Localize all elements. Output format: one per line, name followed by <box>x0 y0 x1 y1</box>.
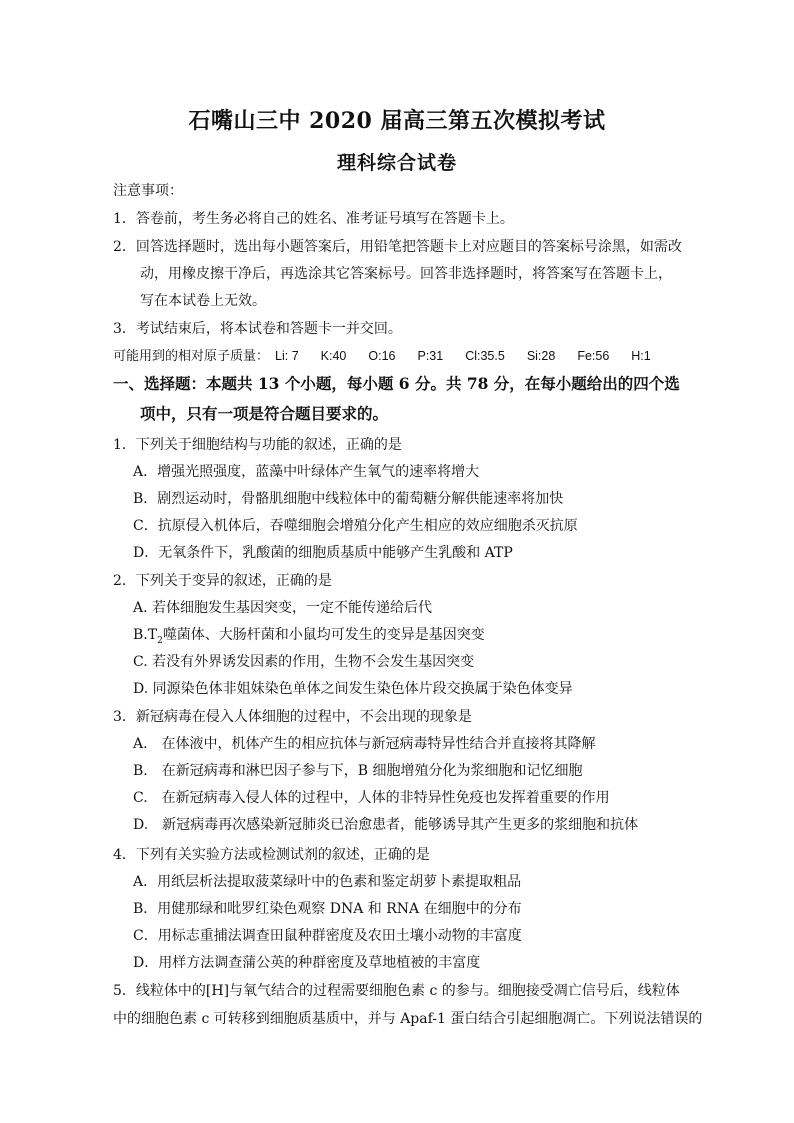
subscript: 2 <box>157 635 163 646</box>
option: B．剧烈运动时，骨骼肌细胞中线粒体中的葡萄糖分解供能速率将加快 <box>133 491 564 507</box>
atomic-mass: Si:28 <box>526 349 556 363</box>
atomic-mass: Li: 7 <box>275 349 299 363</box>
note-item: 3．考试结束后，将本试卷和答题卡一并交回。 <box>113 321 402 337</box>
section-heading-continued: 项中，只有一项是符合题目要求的。 <box>140 404 389 423</box>
note-item: 2．回答选择题时，选出每小题答案后，用铅笔把答题卡上对应题目的答案标号涂黑，如需改 <box>113 239 682 255</box>
option-b-prefix: B.T <box>133 627 158 643</box>
option: D．用样方法调查蒲公英的种群密度及草地植被的丰富度 <box>133 955 481 971</box>
option: A. 在体液中，机体产生的相应抗体与新冠病毒特异性结合并直接将其降解 <box>133 736 596 752</box>
note-item-continued: 动，用橡皮擦干净后，再选涂其它答案标号。回答非选择题时，将答案写在答题卡上， <box>140 266 672 282</box>
question-stem-continued: 中的细胞色素 c 可转移到细胞质基质中，并与 Apaf-1 蛋白结合引起细胞凋亡。下列说法错误的 <box>113 1011 703 1027</box>
option: C．抗原侵入机体后，吞噬细胞会增殖分化产生相应的效应细胞杀灭抗原 <box>133 518 578 534</box>
atomic-mass: H:1 <box>631 349 651 363</box>
atomic-mass: Cl:35.5 <box>465 349 505 363</box>
section-heading: 一、选择题：本题共 13 个小题，每小题 6 分。共 78 分，在每小题给出的四个选 <box>113 374 680 393</box>
question-stem: 4．下列有关实验方法或检测试剂的叙述，正确的是 <box>113 847 430 863</box>
option: A．增强光照强度，蓝藻中叶绿体产生氧气的速率将增大 <box>133 464 480 480</box>
note-item-continued: 写在本试卷上无效。 <box>140 293 266 309</box>
atomic-mass: K:40 <box>320 349 347 363</box>
option: C. 若没有外界诱发因素的作用，生物不会发生基因突变 <box>133 654 475 670</box>
option: A. 若体细胞发生基因突变，一定不能传递给后代 <box>133 600 433 616</box>
option: D. 新冠病毒再次感染新冠肺炎已治愈患者，能够诱导其产生更多的浆细胞和抗体 <box>133 817 639 833</box>
note-item: 1．答卷前，考生务必将自己的姓名、准考证号填写在答题卡上。 <box>113 211 514 227</box>
option: A．用纸层析法提取菠菜绿叶中的色素和鉴定胡萝卜素提取粗品 <box>133 874 522 890</box>
question-stem: 2．下列关于变异的叙述，正确的是 <box>113 573 332 589</box>
atomic-mass: P:31 <box>417 349 444 363</box>
option-b-text: 噬菌体、大肠杆菌和小鼠均可发生的变异是基因突变 <box>162 627 485 643</box>
question-stem: 5．线粒体中的[H]与氧气结合的过程需要细胞色素 c 的参与。细胞接受凋亡信号后，线粒体 <box>113 983 680 999</box>
atomic-mass: Fe:56 <box>577 349 610 363</box>
option: D．无氧条件下，乳酸菌的细胞质基质中能够产生乳酸和 ATP <box>133 545 513 561</box>
option <box>133 626 713 650</box>
notes-heading: 注意事项： <box>113 183 183 199</box>
option: C．用标志重捕法调查田鼠种群密度及农田土壤小动物的丰富度 <box>133 928 522 944</box>
question-stem: 3．新冠病毒在侵入人体细胞的过程中，不会出现的现象是 <box>113 709 472 725</box>
option: B．用健那绿和吡罗红染色观察 DNA 和 RNA 在细胞中的分布 <box>133 901 522 917</box>
option: C. 在新冠病毒入侵人体的过程中，人体的非特异性免疫也发挥着重要的作用 <box>133 790 610 806</box>
question-stem: 1．下列关于细胞结构与功能的叙述，正确的是 <box>113 437 402 453</box>
exam-subtitle: 理科综合试卷 <box>336 152 457 174</box>
option: B. 在新冠病毒和淋巴因子参与下，B 细胞增殖分化为浆细胞和记忆细胞 <box>133 763 583 779</box>
exam-title: 石嘴山三中 2020 届高三第五次模拟考试 <box>188 108 606 134</box>
atomic-mass: O:16 <box>368 349 396 363</box>
atomic-masses-label: 可能用到的相对原子质量： <box>113 349 270 364</box>
option: D. 同源染色体非姐妹染色单体之间发生染色体片段交换属于染色体变异 <box>133 681 573 697</box>
atomic-masses <box>113 347 693 366</box>
